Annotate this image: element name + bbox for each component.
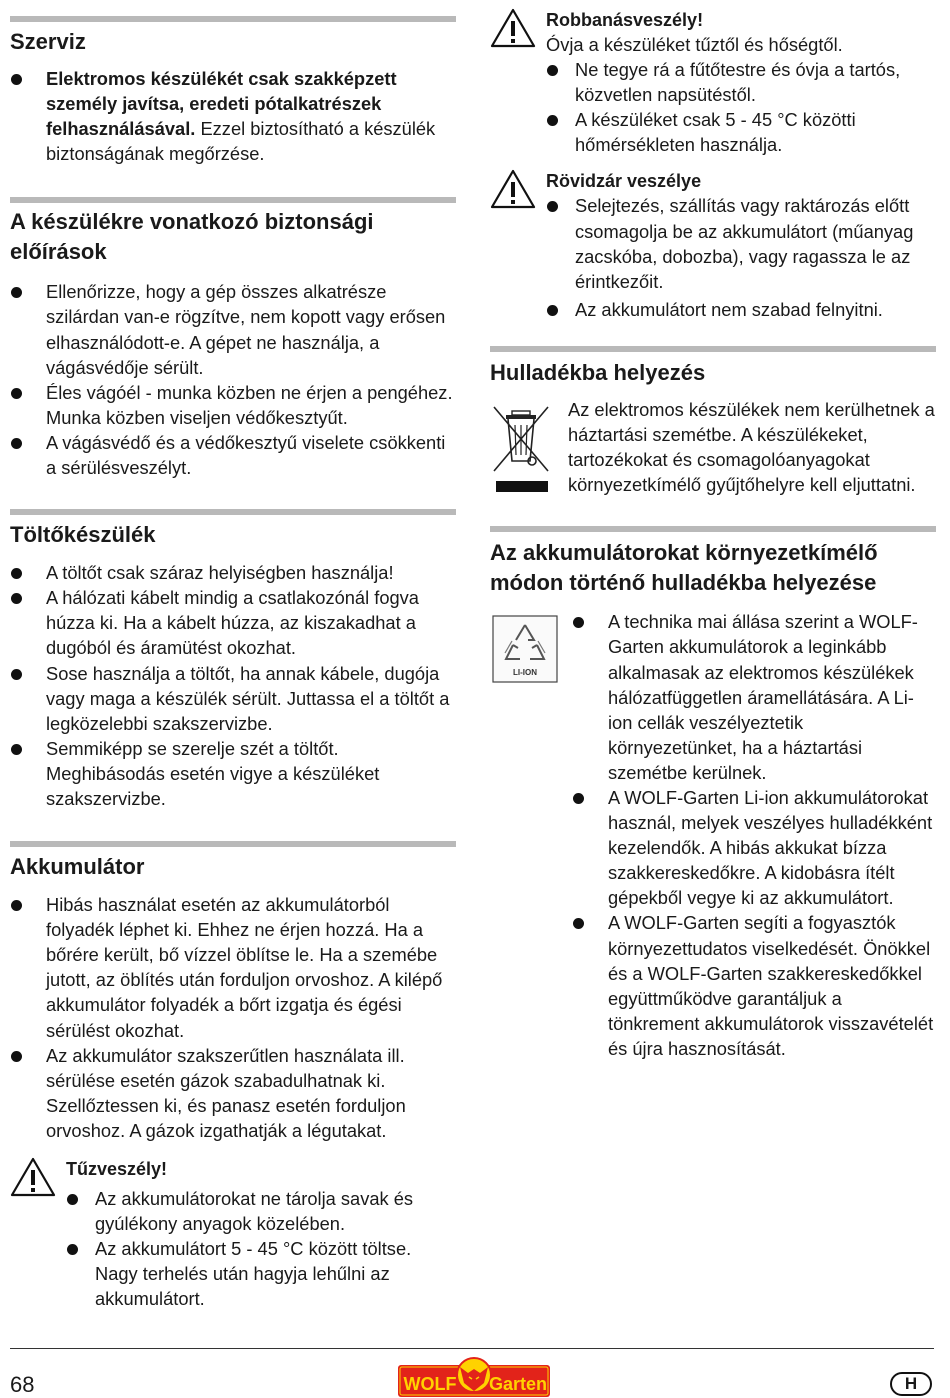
warning-intro: Óvja a készüléket tűztől és hőségtől. (546, 34, 843, 55)
section-divider (490, 526, 936, 532)
bullet-list (10, 892, 456, 1143)
section-divider (10, 16, 456, 22)
section-divider (10, 841, 456, 847)
list-item: Hibás használat esetén az akkumulátorból folyadék léphet ki. Ehhez ne érjen hozzá. Ha a bőrére került, bő vízzel öblítse le. Ha a szemébe jutott, az öblítés után forduljon orvoshoz. A kilépő akkumulátor folyadék a bőrt izgatja és égési sérülést okozhat. (10, 892, 456, 1043)
section-title: A készülékre vonatkozó biztonsági előírások (10, 209, 374, 265)
section-szerviz (10, 16, 456, 166)
warning-triangle-icon (490, 169, 536, 209)
section-toltokeszulek (10, 509, 456, 811)
section-title: Szerviz (10, 29, 86, 54)
fox-icon (457, 1358, 491, 1392)
list-item: Az akkumulátort nem szabad felnyitni. (546, 297, 936, 322)
list-item: Ellenőrizze, hogy a gép összes alkatrésze szilárdan van-e rögzítve, nem kopott vagy erősen elhasználódott-e. A gépet ne használja, a vágásvédője sérült. (10, 279, 456, 379)
section-divider (490, 346, 936, 352)
warning-title: Tűzveszély! (66, 1159, 168, 1179)
list-item-bold: Elektromos készülékét csak szakképzett személy javítsa, eredeti pótalkatrészek felhasználásával. (46, 68, 397, 140)
page-number: 68 (10, 1372, 35, 1397)
list-item: A WOLF-Garten Li-ion akkumulátorokat használ, melyek veszélyes hulladékként kezelendők. A hibás akkukat bízza szakkereskedőkre. A kidobásra ítélt gépekből vegye ki az akkumulátort. (572, 785, 936, 910)
section-divider (10, 197, 456, 203)
recycle-li-ion-icon (492, 615, 558, 683)
list-item: Az akkumulátor szakszerűtlen használata ill. sérülése esetén gázok szabadulhatnak ki. Szellőztessen ki, és panasz esetén forduljon orvoshoz. A gázok izgathatják a légutakat. (10, 1043, 456, 1143)
list-item: A készüléket csak 5 - 45 °C közötti hőmérsékleten használja. (546, 107, 936, 157)
logo-wolf-text: WOLF (403, 1374, 457, 1394)
list-item (10, 66, 456, 166)
logo-garten-text: Garten (488, 1374, 548, 1394)
bullet-list (546, 57, 936, 157)
list-item: A technika mai állása szerint a WOLF-Garten akkumulátorok a leginkább alkalmasak az elektromos készülékek hálózatfüggetlen áramellátására. A Li-ion cellák veszélyeztetik környezetünket, ha a háztartási szemétbe kerülnek. (572, 609, 936, 785)
wolf-garten-logo (398, 1357, 550, 1397)
list-item: A töltőt csak száraz helyiségben használja! (10, 560, 456, 585)
crossed-bin-icon (490, 403, 552, 498)
section-title: Az akkumulátorokat környezetkímélő módon történő hulladékba helyezése (490, 540, 878, 596)
bullet-list (10, 560, 456, 811)
list-item: Semmiképp se szerelje szét a töltőt. Meghibásodás esetén vigye a készüléket szakszervizbe. (10, 736, 456, 811)
warning-title: Robbanásveszély! (546, 10, 704, 30)
warning-triangle-icon (10, 1157, 56, 1197)
recycle-block (490, 609, 936, 1061)
disposal-block (490, 397, 936, 497)
bullet-list (10, 279, 456, 480)
list-item: A vágásvédő és a védőkesztyű viselete csökkenti a sérülésveszélyt. (10, 430, 456, 480)
list-item: A hálózati kábelt mindig a csatlakozónál fogva húzza ki. Ha a kábelt húzza, az kiszakadhat a dugóból és áramütést okozhat. (10, 585, 456, 660)
section-title: Töltőkészülék (10, 522, 156, 548)
footer-divider (10, 1348, 934, 1349)
list-item: A WOLF-Garten segíti a fogyasztók környezettudatos viselkedését. Önökkel és a WOLF-Garten szakkereskedőkkel együttműködve garantáljuk a tönkrement akkumulátorok visszavételét és újra hasznosítását. (572, 910, 936, 1061)
section-title: Hulladékba helyezés (490, 359, 706, 385)
bullet-list (546, 193, 936, 321)
warning-triangle-icon (490, 8, 536, 48)
section-akkumulator (10, 841, 456, 1143)
warning-robbanas (490, 8, 936, 157)
warning-title: Rövidzár veszélye (546, 171, 702, 192)
bullet-list (572, 609, 936, 1061)
recycle-label: LI-ION (513, 668, 537, 678)
section-divider (10, 509, 456, 515)
left-column (10, 0, 456, 1310)
warning-rovidzar (490, 169, 936, 321)
list-item: Az akkumulátort 5 - 45 °C között töltse. Nagy terhelés után hagyja lehűlni az akkumulátort. (66, 1236, 456, 1311)
section-hulladek (490, 346, 936, 497)
list-item: Az akkumulátorokat ne tárolja savak és gyúlékony anyagok közelében. (66, 1186, 456, 1236)
list-item: Sose használja a töltőt, ha annak kábele, dugója vagy maga a készülék sérült. Juttassa el a töltőt a legközelebbi szakszervizbe. (10, 661, 456, 736)
warning-tuzveszely (10, 1157, 456, 1311)
list-item: Ne tegye rá a fűtőtestre és óvja a tartós, közvetlen napsütéstől. (546, 57, 936, 107)
section-akku-hulladek (490, 526, 936, 1061)
list-item: Éles vágóél - munka közben ne érjen a pengéhez. Munka közben viseljen védőkesztyűt. (10, 380, 456, 430)
bullet-list (66, 1186, 456, 1311)
list-item-text: Ezzel biztosítható a készülék biztonságának megőrzése. (46, 118, 436, 165)
right-column (490, 0, 936, 1059)
section-title: Akkumulátor (10, 854, 145, 880)
bullet-list (10, 66, 456, 166)
language-badge: H (890, 1372, 932, 1396)
section-biztonsagi (10, 197, 456, 480)
disposal-text: Az elektromos készülékek nem kerülhetnek a háztartási szemétbe. A készülékeket, tartozékokat és csomagolóanyagokat környezetkímélő gyűjtőhelyre kell eljuttatni. (568, 398, 935, 496)
list-item: Selejtezés, szállítás vagy raktározás előtt csomagolja be az akkumulátort (műanyag zacskóba, dobozba), vagy ragassza le az érintkezőit. (546, 193, 936, 293)
